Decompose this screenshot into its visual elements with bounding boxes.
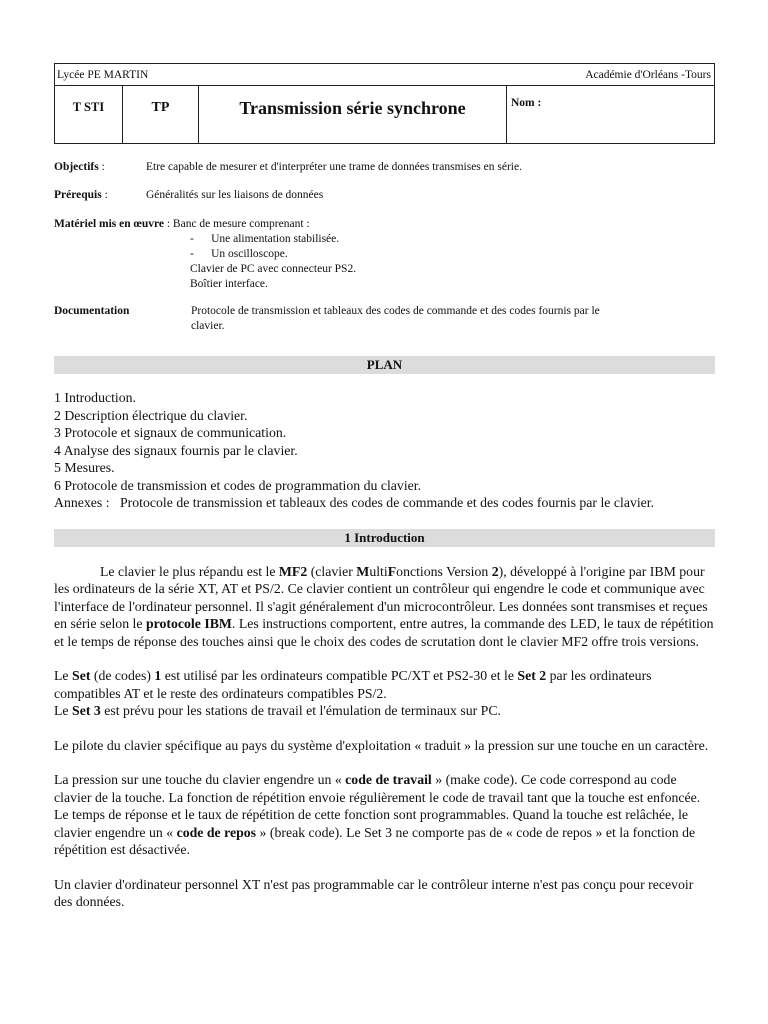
text-run: onctions Version — [396, 563, 492, 579]
objectifs-row — [54, 160, 715, 175]
prerequis-row — [54, 188, 715, 203]
list-item: Clavier de PC avec connecteur PS2. — [190, 263, 357, 275]
list-item: 6 Protocole de transmission et codes de programmation du clavier. — [54, 477, 422, 493]
documentation-label: Documentation — [54, 305, 130, 317]
prerequis-label: Prérequis — [54, 189, 102, 201]
header-top-row — [55, 64, 714, 86]
type-cell: TP — [123, 86, 199, 143]
header-table — [54, 63, 715, 144]
plan-list — [54, 389, 715, 512]
text-run: Le — [54, 703, 73, 718]
text-run: Set 3 — [72, 703, 101, 718]
materiel-list — [54, 232, 715, 292]
intro-paragraph-2 — [54, 667, 715, 720]
annex-text: Protocole de transmission et tableaux des codes de commande et des codes fournis par le clavier. — [120, 495, 655, 510]
document-page — [54, 63, 715, 928]
intro-paragraph-5: Un clavier d'ordinateur personnel XT n'est pas programmable car le contrôleur interne n'est pas conçu pour recevoir des données. — [54, 876, 694, 909]
text-run: code de travail — [345, 772, 432, 787]
prerequis-sep: : — [101, 189, 108, 201]
text-run: ulti — [369, 563, 388, 579]
materiel-block — [54, 217, 715, 292]
materiel-sep: : Banc de mesure comprenant : — [163, 218, 310, 230]
text-run: 1 — [154, 668, 162, 683]
prerequis-text: Généralités sur les liaisons de données — [146, 189, 324, 201]
list-item: Boîtier interface. — [190, 278, 268, 290]
text-run: . Les instructions comportent, entre autres, la commande des LED, le taux de répétition et le temps de réponse des touches ainsi que le choix des codes de scrutation dont le clavier MF2 offre trois versions. — [54, 616, 714, 649]
intro-paragraph-3: Le pilote du clavier spécifique au pays du système d'exploitation « traduit » la pression sur une touche en un caractère. — [54, 737, 709, 753]
objectifs-text: Etre capable de mesurer et d'interpréter une trame de données transmises en série. — [146, 161, 522, 173]
list-item: 3 Protocole et signaux de communication. — [54, 425, 287, 440]
text-run: protocole IBM — [145, 616, 232, 631]
text-run: M — [356, 563, 370, 579]
list-item: 4 Analyse des signaux fournis par le clavier. — [54, 442, 298, 458]
text-run: MF2 — [278, 563, 308, 579]
list-item: - Un oscilloscope. — [190, 248, 288, 260]
intro-heading: 1 Introduction — [54, 529, 715, 547]
text-run: (clavier — [307, 563, 357, 579]
documentation-row — [54, 304, 715, 334]
intro-paragraph-4 — [54, 771, 715, 859]
list-item: 1 Introduction. — [54, 390, 136, 405]
text-run: ), développé à l'origine par IBM pour les ordinateurs de la série XT, AT et PS/2. Ce clavier contient un contrôleur qui engendre le code et communique avec l'interface de l'ordinateur personnel. Il s'agit généralement d'un microcontrôleur. Les données sont transmises et reçues en série selon le — [54, 563, 708, 631]
text-run: La pression sur une touche du clavier engendre un « — [54, 772, 346, 787]
text-run: » (make code). Ce code correspond au code clavier de la touche. La fonction de répétition envoie régulièrement le code de travail tant que la touche est enfoncée. Le temps de réponse et le taux de répétition de cette fonction sont programmables. Quand la touche est relâchée, le clavier engendre un « — [54, 772, 701, 840]
plan-heading: PLAN — [54, 356, 715, 374]
doc-title: Transmission série synchrone — [199, 86, 507, 143]
text-run: Set 2 — [517, 668, 547, 683]
text-run: est utilisé par les ordinateurs compatible PC/XT et PS2-30 et le — [161, 668, 518, 683]
text-run: 2 — [491, 563, 499, 579]
intro-paragraph-1 — [54, 563, 715, 651]
text-run: » (break code). Le Set 3 ne comporte pas de « code de repos » et la fonction de répétition est désactivée. — [54, 824, 696, 857]
name-field[interactable]: Nom : — [511, 97, 542, 109]
annex-label: Annexes : — [54, 495, 110, 510]
academy-name: Académie d'Orléans -Tours — [585, 69, 711, 81]
header-main-row — [55, 86, 714, 143]
list-item: 2 Description électrique du clavier. — [54, 407, 248, 423]
meta-section — [54, 160, 715, 334]
text-run: Set — [72, 668, 91, 683]
materiel-label: Matériel mis en œuvre — [54, 218, 164, 230]
list-item: - Une alimentation stabilisée. — [190, 233, 340, 245]
text-run: Le — [54, 668, 73, 683]
text-run: code de repos — [176, 824, 257, 840]
text-run: F — [387, 563, 397, 579]
text-run: est prévu pour les stations de travail et l'émulation de terminaux sur PC. — [100, 703, 501, 718]
objectifs-label: Objectifs — [54, 161, 99, 173]
intro-body — [54, 563, 715, 911]
school-name: Lycée PE MARTIN — [57, 69, 149, 81]
documentation-text: Protocole de transmission et tableaux des codes de commande et des codes fournis par le clavier. — [191, 305, 600, 332]
objectifs-sep: : — [98, 161, 105, 173]
annex-item — [54, 494, 715, 512]
list-item: 5 Mesures. — [54, 460, 115, 475]
text-run: Le clavier le plus répandu est le — [100, 563, 279, 579]
text-run: (de codes) — [90, 668, 155, 683]
class-cell: T STI — [55, 86, 123, 143]
text-run: par les ordinateurs compatibles AT et le reste des ordinateurs compatibles PS/2. — [54, 668, 652, 701]
